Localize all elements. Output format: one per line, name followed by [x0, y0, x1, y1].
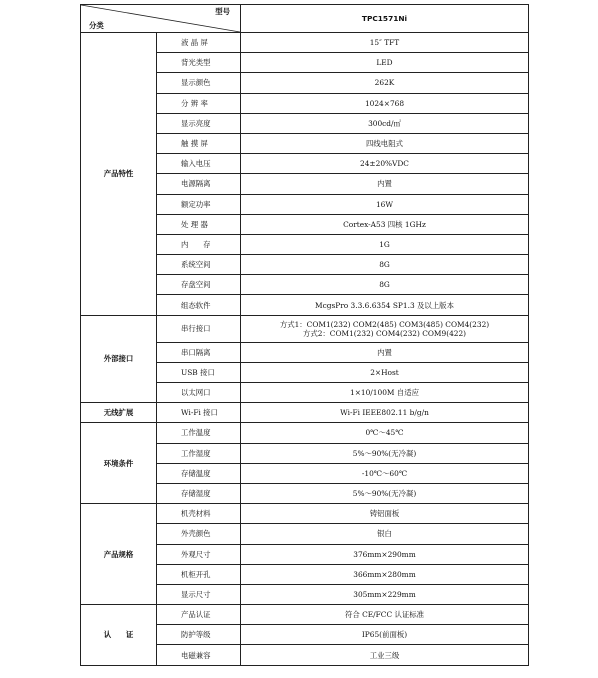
category-cell: 认 证	[81, 605, 157, 666]
spec-value: 银白	[241, 524, 529, 544]
spec-value: LED	[241, 53, 529, 73]
spec-value: 16W	[241, 194, 529, 214]
spec-value: 1G	[241, 234, 529, 254]
spec-value: 符合 CE/FCC 认证标准	[241, 605, 529, 625]
spec-row	[81, 33, 529, 53]
spec-label: 背光类型	[157, 53, 241, 73]
spec-value: 四线电阻式	[241, 133, 529, 153]
spec-label: 串行接口	[157, 315, 241, 342]
spec-value: 300cd/㎡	[241, 113, 529, 133]
spec-label: 串口隔离	[157, 342, 241, 362]
spec-value: 305mm×229mm	[241, 584, 529, 604]
spec-value: 2×Host	[241, 362, 529, 382]
spec-value	[241, 315, 529, 342]
model-name: TPC1571Ni	[241, 5, 529, 33]
spec-label: 存储湿度	[157, 483, 241, 503]
spec-row	[81, 605, 529, 625]
spec-value: Wi-Fi IEEE802.11 b/g/n	[241, 403, 529, 423]
header-diagonal-cell	[81, 5, 241, 33]
spec-label: 电源隔离	[157, 174, 241, 194]
category-cell: 无线扩展	[81, 403, 157, 423]
spec-label: 触 摸 屏	[157, 133, 241, 153]
spec-label: 内 存	[157, 234, 241, 254]
spec-row	[81, 423, 529, 443]
spec-value: 1×10/100M 自适应	[241, 383, 529, 403]
spec-value-line-2: 方式2：COM1(232) COM4(232) COM9(422)	[302, 328, 467, 338]
spec-value: 工业三级	[241, 645, 529, 665]
spec-label: 存盘空间	[157, 275, 241, 295]
spec-label: 电磁兼容	[157, 645, 241, 665]
spec-label: 输入电压	[157, 154, 241, 174]
spec-value: -10℃～60℃	[241, 463, 529, 483]
spec-value: 8G	[241, 255, 529, 275]
spec-value: Cortex-A53 四核 1GHz	[241, 214, 529, 234]
spec-label: 额定功率	[157, 194, 241, 214]
spec-value: 5%～90%(无冷凝)	[241, 483, 529, 503]
spec-label: USB 接口	[157, 362, 241, 382]
spec-value: 366mm×280mm	[241, 564, 529, 584]
spec-table-body	[81, 5, 529, 666]
spec-value: 376mm×290mm	[241, 544, 529, 564]
spec-label: 存储温度	[157, 463, 241, 483]
spec-value: 8G	[241, 275, 529, 295]
spec-label: 分 辨 率	[157, 93, 241, 113]
spec-label: 机柜开孔	[157, 564, 241, 584]
spec-label: 系统空间	[157, 255, 241, 275]
spec-value: McgsPro 3.3.6.6354 SP1.3 及以上版本	[241, 295, 529, 315]
category-cell: 环境条件	[81, 423, 157, 504]
category-cell: 产品特性	[81, 33, 157, 316]
category-cell: 外部接口	[81, 315, 157, 403]
header-row	[81, 5, 529, 33]
spec-label: 显示颜色	[157, 73, 241, 93]
spec-label: 工作湿度	[157, 443, 241, 463]
spec-row	[81, 504, 529, 524]
spec-label: 防护等级	[157, 625, 241, 645]
spec-label: 外壳颜色	[157, 524, 241, 544]
spec-label: 工作温度	[157, 423, 241, 443]
spec-value: 铸铝面板	[241, 504, 529, 524]
spec-label: 显示尺寸	[157, 584, 241, 604]
spec-label: 处 理 器	[157, 214, 241, 234]
spec-row	[81, 403, 529, 423]
spec-label: 液 晶 屏	[157, 33, 241, 53]
spec-value: 5%～90%(无冷凝)	[241, 443, 529, 463]
spec-table	[80, 4, 529, 666]
spec-label: Wi-Fi 接口	[157, 403, 241, 423]
spec-value: IP65(前面板)	[241, 625, 529, 645]
header-category-label: 分类	[89, 21, 104, 30]
spec-label: 机壳材料	[157, 504, 241, 524]
spec-label: 以太网口	[157, 383, 241, 403]
header-model-label: 型号	[215, 7, 230, 16]
spec-value: 15″ TFT	[241, 33, 529, 53]
spec-label: 组态软件	[157, 295, 241, 315]
category-cell: 产品规格	[81, 504, 157, 605]
spec-value-line-1: 方式1：COM1(232) COM2(485) COM3(485) COM4(232)	[279, 319, 490, 329]
spec-value: 1024×768	[241, 93, 529, 113]
spec-label: 外观尺寸	[157, 544, 241, 564]
spec-value: 0℃～45℃	[241, 423, 529, 443]
spec-value: 内置	[241, 174, 529, 194]
spec-value: 24±20%VDC	[241, 154, 529, 174]
spec-label: 显示亮度	[157, 113, 241, 133]
spec-value: 262K	[241, 73, 529, 93]
spec-label: 产品认证	[157, 605, 241, 625]
spec-value: 内置	[241, 342, 529, 362]
spec-row	[81, 315, 529, 342]
